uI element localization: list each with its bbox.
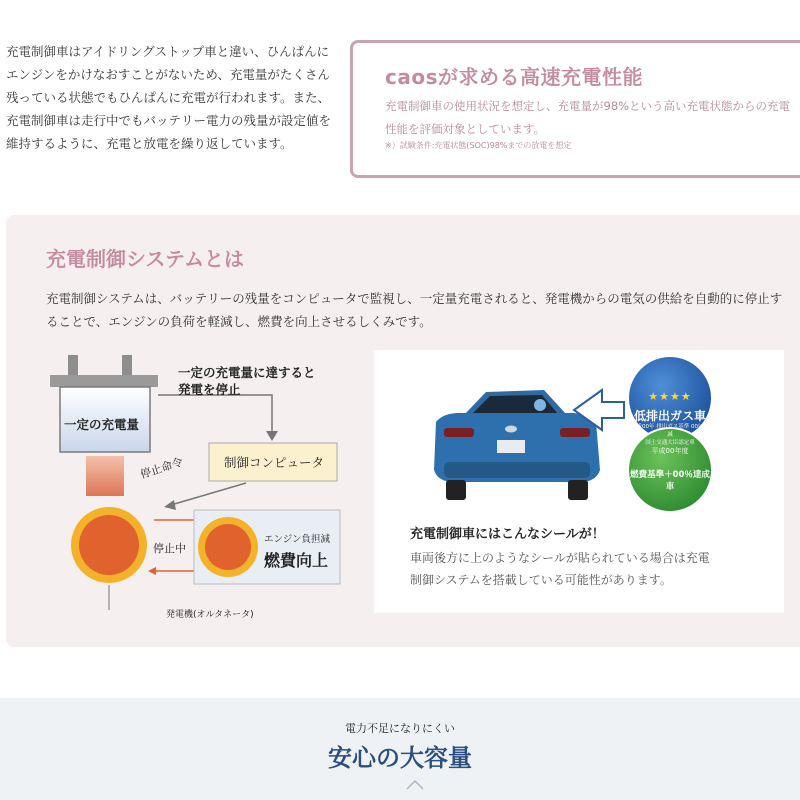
tire-left [446,480,466,500]
seal-line-1: 車両後方に上のようなシールが貼られている場合は充電 [410,551,710,565]
diagram-top-label-1: 一定の充電量に達すると [178,365,316,380]
intro-line: 充電制御車はアイドリングストップ車と違い、ひんぱんに [6,44,330,59]
alternator-right-inner [205,524,251,570]
car-illustration [374,350,784,515]
license-plate [497,440,525,453]
capacity-subtitle: 電力不足になりにくい [345,722,455,735]
arrow-left-head [148,567,156,575]
section-description: 充電制御システムは、バッテリーの残量をコンピュータで監視し、一定量充電されると、発電機からの電気の供給を自動的に停止することで、エンジンの負荷を軽減し、燃費を向上させるしくみです。 [46,291,783,329]
chevron-up-icon[interactable] [405,778,425,792]
badge-stars-icon: ★★★★ [648,390,692,403]
alternator-left-inner [79,515,139,575]
charge-control-diagram [46,355,356,620]
intro-line: エンジンをかけなおすことがないため、充電量がたくさん [6,67,330,82]
seal-title: 充電制御車にはこんなシールが！ [410,527,605,542]
charge-control-section [6,215,800,647]
intro-paragraph [6,40,336,155]
badge-small-line-1: 平成00年 排出ガス基準 00％低減 [631,424,709,438]
intro-line: 維持するように、充電と放電を繰り返しています。 [6,136,293,151]
arrow-to-computer-head [266,431,278,441]
intro-line: 充電制御車は走行中でもバッテリー電力の残量が設定値を [6,113,332,128]
car-bumper [444,462,590,478]
caos-title: caosが求める高速充電性能 [385,65,643,89]
arrow-to-computer [158,395,272,433]
engine-load-label: エンジン負担減 [264,534,331,545]
capacity-title: 安心の大容量 [328,744,472,772]
badge-fuel-text: 燃費基準＋00％達成車 [630,470,710,492]
battery-lid [50,375,158,387]
section-title: 充電制御システムとは [46,247,244,271]
caos-performance-box [350,40,800,178]
battery-terminal-right [122,355,132,375]
badge-small-line-2: 国土交通大臣認定車 [645,440,695,446]
seal-line-2: 制御システムを搭載している可能性があります。 [410,573,672,587]
stop-command-label: 停止命令 [138,455,185,482]
caos-test-note: ※）試験条件:充電状態(SOC)98%までの放電を想定 [385,141,572,150]
tail-light-right [560,428,590,437]
stop-command-arrow [171,483,246,505]
sticker-spot [534,399,546,411]
seal-description [410,547,770,591]
caos-description: 充電制御車の使用状況を想定し、充電量が98%という高い充電状態からの充電性能を評価対象としています。 [385,99,791,136]
badge-fuel-year: 平成00年度 [651,447,689,455]
seal-info-panel [374,350,784,613]
diagram-top-label-2: 発電を停止 [178,382,241,397]
tail-light-left [444,428,474,437]
badge-low-emission-title: 低排出ガス車 [633,409,706,423]
car-emblem [505,426,517,433]
alternator-leader-line [109,585,128,610]
badge-low-emission-small [630,423,710,447]
stopped-label: 停止中 [153,542,186,555]
capacity-section [0,698,800,800]
tire-right [568,480,588,500]
intro-line: 残っている状態でもひんぱんに充電が行われます。また、 [6,90,331,105]
fuel-label: 燃費向上 [264,551,329,570]
alternator-label: 発電機(オルタネータ) [166,610,254,620]
charge-beam [86,456,124,496]
battery-label: 一定の充電量 [64,417,140,432]
computer-label: 制御コンピュータ [224,455,325,470]
stop-command-arrow-head [164,500,176,510]
battery-terminal-left [68,355,78,375]
